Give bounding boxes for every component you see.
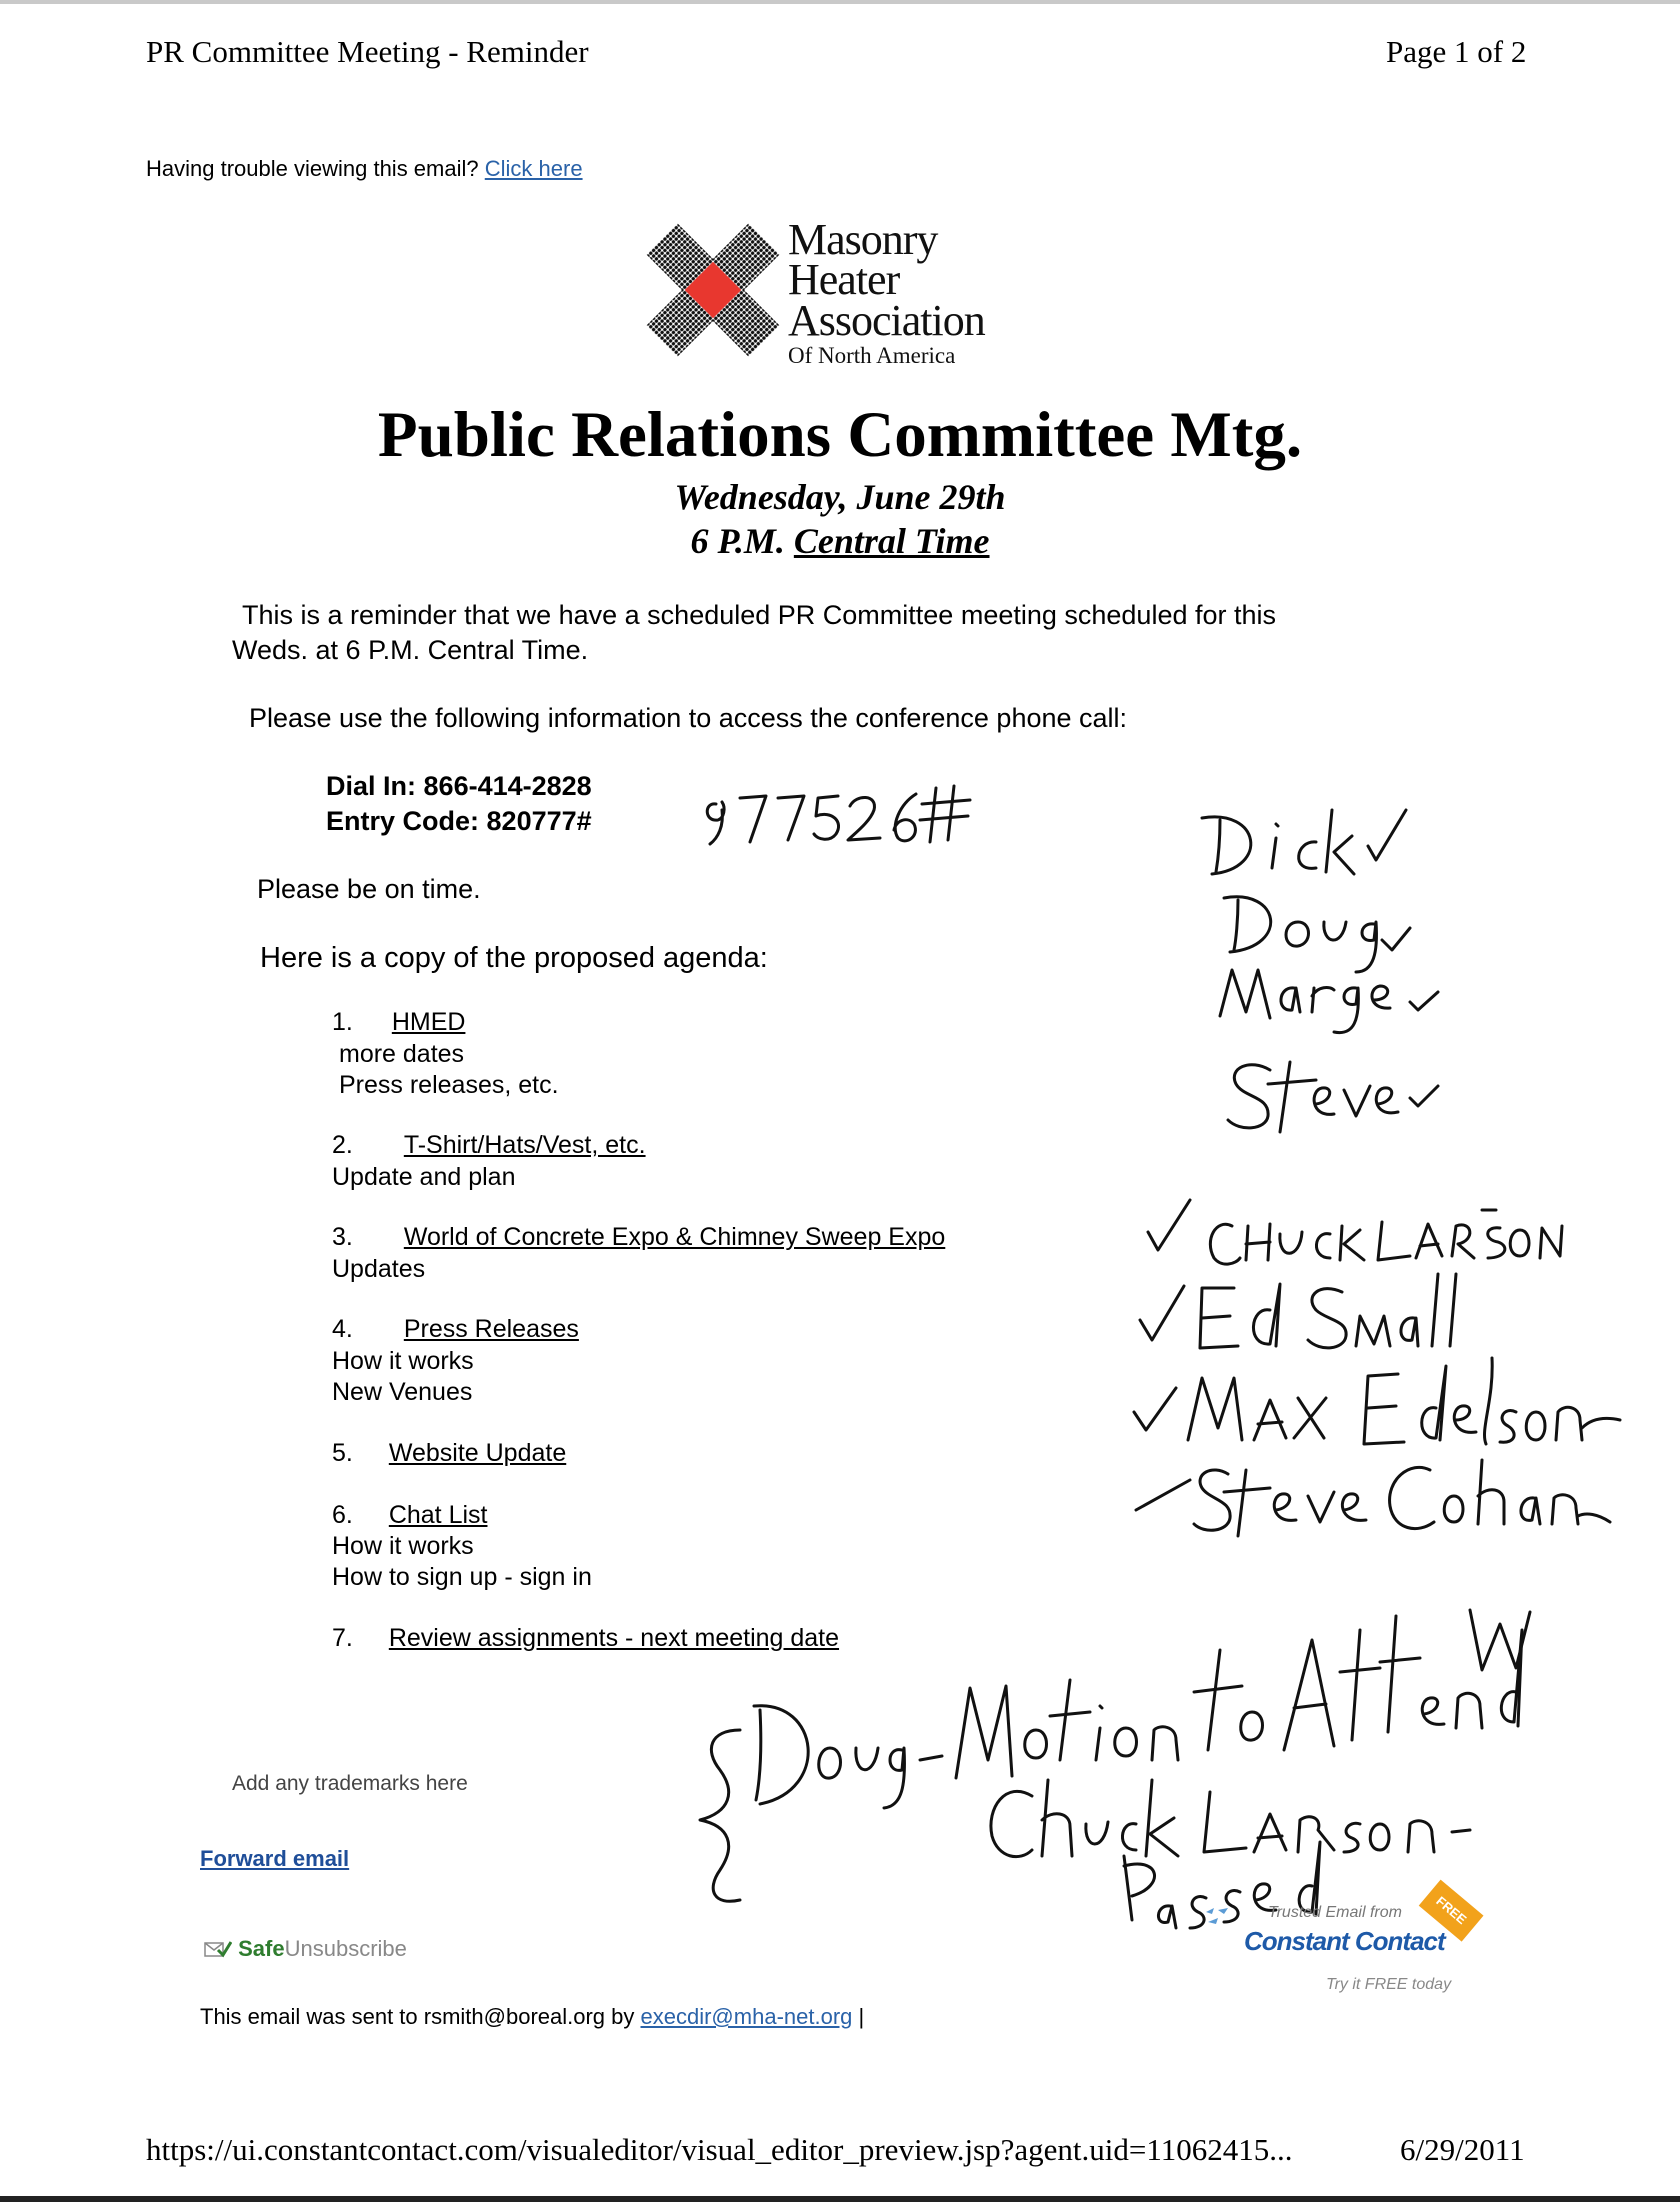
agenda-item-2-heading: T-Shirt/Hats/Vest, etc. bbox=[403, 1131, 646, 1159]
unsubscribe-label: Unsubscribe bbox=[284, 1936, 407, 1961]
envelope-check-icon bbox=[204, 1938, 232, 1956]
agenda-item-6-number: 6. bbox=[332, 1501, 353, 1529]
agenda-item-4-line-1: How it works bbox=[332, 1347, 474, 1375]
sent-to-text: This email was sent to rsmith@boreal.org by bbox=[200, 2004, 635, 2029]
agenda-item-5-number: 5. bbox=[332, 1439, 353, 1467]
intro-line-1: This is a reminder that we have a scheduled PR Committee meeting scheduled for this bbox=[242, 600, 1277, 630]
agenda-item-6-heading: Chat List bbox=[388, 1501, 488, 1529]
safe-unsubscribe-link[interactable] bbox=[204, 1936, 407, 1962]
agenda-item-2-title bbox=[332, 1131, 646, 1160]
handwritten-attendee-list bbox=[1120, 780, 1640, 1540]
click-here-link[interactable]: Click here bbox=[484, 156, 583, 181]
agenda-item-4-line-2: New Venues bbox=[332, 1378, 473, 1406]
agenda-item-1-number: 1. bbox=[332, 1008, 353, 1036]
cc-try-free[interactable]: Try it FREE today bbox=[1326, 1976, 1452, 1993]
cc-trusted-text: Trusted Email from bbox=[1268, 1904, 1402, 1921]
logo-line-1: Masonry bbox=[788, 215, 938, 264]
agenda-item-1-title bbox=[332, 1008, 465, 1037]
logo-line-4: Of North America bbox=[788, 343, 956, 369]
agenda-item-6-title bbox=[332, 1501, 487, 1530]
trademarks-note: Add any trademarks here bbox=[232, 1772, 468, 1795]
constant-contact-arrows-icon bbox=[1204, 1906, 1244, 1935]
cc-free-ribbon: FREE bbox=[1419, 1880, 1484, 1942]
constant-contact-badge[interactable] bbox=[1200, 1893, 1480, 1968]
agenda-item-6-line-2: How to sign up - sign in bbox=[332, 1563, 592, 1591]
agenda-item-7-heading: Review assignments - next meeting date bbox=[388, 1624, 840, 1652]
handwritten-code bbox=[700, 780, 1020, 850]
trouble-viewing-line bbox=[146, 156, 583, 182]
agenda-item-1-heading: HMED bbox=[391, 1008, 466, 1036]
logo-line-3: Association bbox=[788, 295, 985, 345]
entry-code-line bbox=[326, 806, 592, 837]
meeting-time-zone: Central Time bbox=[793, 521, 990, 561]
agenda-item-3-heading: World of Concrete Expo & Chimney Sweep Expo bbox=[403, 1223, 946, 1251]
agenda-item-7-number: 7. bbox=[332, 1624, 353, 1652]
page-title: Public Relations Committee Mtg. bbox=[377, 399, 1303, 471]
agenda-item-3-title bbox=[332, 1223, 945, 1252]
agenda-item-3-line-1: Updates bbox=[332, 1255, 426, 1283]
agenda-item-3-number: 3. bbox=[332, 1223, 353, 1251]
agenda-item-4-heading: Press Releases bbox=[403, 1315, 579, 1343]
agenda-item-1-line-2: Press releases, etc. bbox=[339, 1071, 559, 1099]
print-footer-date: 6/29/2011 bbox=[1400, 2132, 1525, 2167]
safe-label: Safe bbox=[238, 1936, 285, 1961]
intro-line-2: Weds. at 6 P.M. Central Time. bbox=[232, 635, 589, 665]
agenda-item-4-number: 4. bbox=[332, 1315, 353, 1343]
dial-in-line bbox=[326, 771, 592, 802]
dial-in-number: 866-414-2828 bbox=[423, 771, 592, 801]
meeting-date: Wednesday, June 29th bbox=[674, 477, 1006, 517]
agenda-item-2-number: 2. bbox=[332, 1131, 353, 1159]
meeting-time bbox=[0, 520, 1680, 562]
agenda-item-2-line-1: Update and plan bbox=[332, 1163, 516, 1191]
sender-email-link[interactable]: execdir@mha-net.org bbox=[640, 2004, 853, 2029]
agenda-item-5-heading: Website Update bbox=[388, 1439, 567, 1467]
agenda-intro: Here is a copy of the proposed agenda: bbox=[260, 942, 768, 974]
print-footer-url: https://ui.constantcontact.com/visualeditor/visual_editor_preview.jsp?agent.uid=11062415... bbox=[146, 2132, 1293, 2167]
dial-in-label: Dial In: bbox=[326, 771, 417, 801]
print-header-page: Page 1 of 2 bbox=[1386, 34, 1527, 69]
logo-line-2: Heater bbox=[788, 255, 900, 305]
mha-logo-mark bbox=[638, 210, 788, 370]
scan-edge-bottom bbox=[0, 2196, 1680, 2202]
entry-code-label: Entry Code: bbox=[326, 806, 480, 836]
entry-code-value: 820777# bbox=[486, 806, 592, 836]
cc-brand-text: Constant Contact bbox=[1244, 1926, 1445, 1956]
agenda-item-4-title bbox=[332, 1315, 579, 1344]
trouble-viewing-text: Having trouble viewing this email? bbox=[146, 156, 479, 181]
meeting-time-prefix: 6 P.M. bbox=[690, 521, 785, 561]
sent-separator: | bbox=[858, 2004, 865, 2029]
handwritten-motion-note bbox=[680, 1580, 1560, 1900]
sent-to-line bbox=[200, 2004, 864, 2030]
forward-email-link[interactable]: Forward email bbox=[200, 1846, 350, 1871]
mha-logo bbox=[638, 210, 1038, 370]
agenda-item-6-line-1: How it works bbox=[332, 1532, 474, 1560]
agenda-item-5-title bbox=[332, 1439, 566, 1468]
scan-edge-top bbox=[0, 0, 1680, 4]
print-header-title: PR Committee Meeting - Reminder bbox=[146, 34, 589, 69]
on-time-note: Please be on time. bbox=[257, 874, 481, 904]
agenda-item-1-line-1: more dates bbox=[339, 1040, 465, 1068]
instructions: Please use the following information to access the conference phone call: bbox=[249, 703, 1128, 733]
mha-logo-text bbox=[788, 215, 985, 369]
